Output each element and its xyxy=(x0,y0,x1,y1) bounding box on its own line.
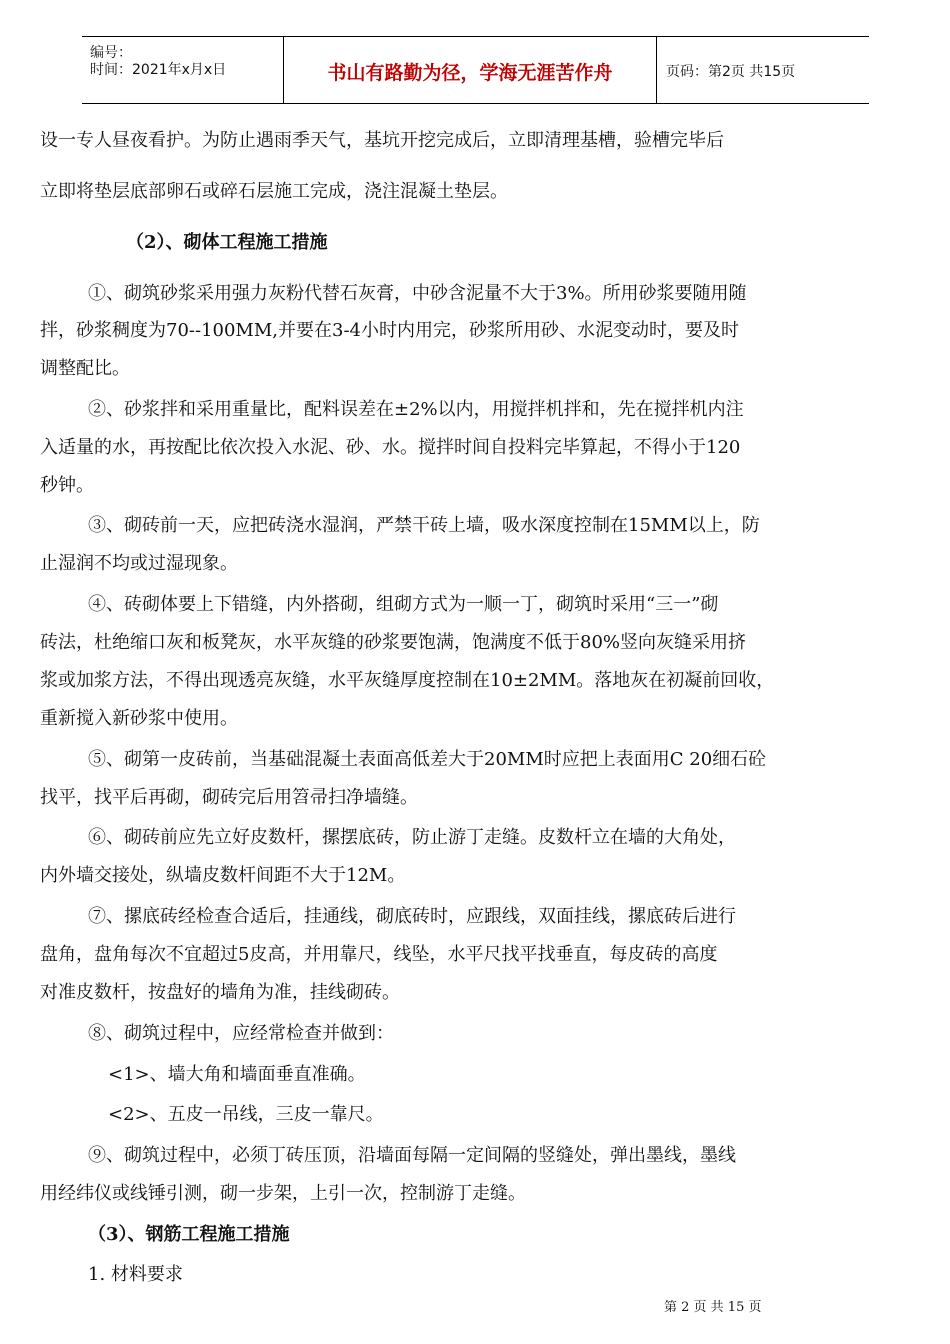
header-page-info: 页码：第2页 共15页 xyxy=(666,64,796,80)
header-meta-cell xyxy=(82,37,283,103)
body-line: <2>、五皮一吊线，三皮一靠尺。 xyxy=(108,1104,384,1125)
body-line: 浆或加浆方法，不得出现透亮灰缝，水平灰缝厚度控制在10±2MM。落地灰在初凝前回收， xyxy=(40,670,775,691)
body-line: ⑧、砌筑过程中，应经常检查并做到： xyxy=(88,1023,394,1044)
body-line: 拌，砂浆稠度为70--100MM,并要在3-4小时内用完，砂浆所用砂、水泥变动时，要及时 xyxy=(40,320,739,341)
document-number-label: 编号： xyxy=(90,45,132,61)
body-line: 内外墙交接处，纵墙皮数杆间距不大于12M。 xyxy=(40,865,406,886)
body-line: ③、砌砖前一天，应把砖浇水湿润，严禁干砖上墙，吸水深度控制在15MM以上，防 xyxy=(88,515,760,536)
body-line: 设一专人昼夜看护。为防止遇雨季天气，基坑开挖完成后，立即清理基槽，验槽完毕后 xyxy=(40,130,724,151)
body-line: 1. 材料要求 xyxy=(88,1264,183,1285)
section-heading: （2）、砌体工程施工措施 xyxy=(126,232,328,253)
body-line: 秒钟。 xyxy=(40,475,94,496)
body-line: ⑤、砌第一皮砖前，当基础混凝土表面高低差大于20MM时应把上表面用C 20细石砼 xyxy=(88,749,767,770)
body-line: ⑦、摞底砖经检查合适后，挂通线，砌底砖时，应跟线，双面挂线，摞底砖后进行 xyxy=(88,906,736,927)
page-footer: 第 2 页 共 15 页 xyxy=(664,1300,762,1315)
body-line: 对准皮数杆，按盘好的墙角为准，挂线砌砖。 xyxy=(40,982,400,1003)
body-line: ①、砌筑砂浆采用强力灰粉代替石灰膏，中砂含泥量不大于3%。所用砂浆要随用随 xyxy=(88,283,747,304)
body-line: ④、砖砌体要上下错缝，内外搭砌，组砌方式为一顺一丁，砌筑时采用“三一”砌 xyxy=(88,594,719,615)
body-line: 止湿润不均或过湿现象。 xyxy=(40,553,238,574)
body-line: 盘角，盘角每次不宜超过5皮高，并用靠尺，线坠，水平尺找平找垂直，每皮砖的高度 xyxy=(40,944,718,965)
section-heading: （3）、钢筋工程施工措施 xyxy=(88,1224,290,1245)
header-page-cell xyxy=(656,37,869,103)
body-line: ⑥、砌砖前应先立好皮数杆，摞摆底砖，防止游丁走缝。皮数杆立在墙的大角处， xyxy=(88,827,736,848)
body-line: 立即将垫层底部卵石或碎石层施工完成，浇注混凝土垫层。 xyxy=(40,181,508,202)
body-line: ②、砂浆拌和采用重量比，配料误差在±2%以内，用搅拌机拌和，先在搅拌机内注 xyxy=(88,399,744,420)
body-line: <1>、墙大角和墙面垂直准确。 xyxy=(108,1064,366,1085)
body-line: 砖法，杜绝缩口灰和板凳灰，水平灰缝的砂浆要饱满，饱满度不低于80%竖向灰缝采用挤 xyxy=(40,632,747,653)
body-line: 调整配比。 xyxy=(40,358,130,379)
header-motto: 书山有路勤为径，学海无涯苦作舟 xyxy=(327,62,613,84)
body-line: 重新搅入新砂浆中使用。 xyxy=(40,708,238,729)
document-date-label: 时间：2021年x月x日 xyxy=(90,62,227,78)
body-line: 找平，找平后再砌，砌砖完后用笤帚扫净墙缝。 xyxy=(40,787,418,808)
body-line: 入适量的水，再按配比依次投入水泥、砂、水。搅拌时间自投料完毕算起，不得小于120 xyxy=(40,437,741,458)
page-header xyxy=(82,36,869,104)
body-line: 用经纬仪或线锤引测，砌一步架，上引一次，控制游丁走缝。 xyxy=(40,1183,526,1204)
header-motto-cell xyxy=(283,37,657,103)
body-line: ⑨、砌筑过程中，必须丁砖压顶，沿墙面每隔一定间隔的竖缝处，弹出墨线，墨线 xyxy=(88,1145,736,1166)
